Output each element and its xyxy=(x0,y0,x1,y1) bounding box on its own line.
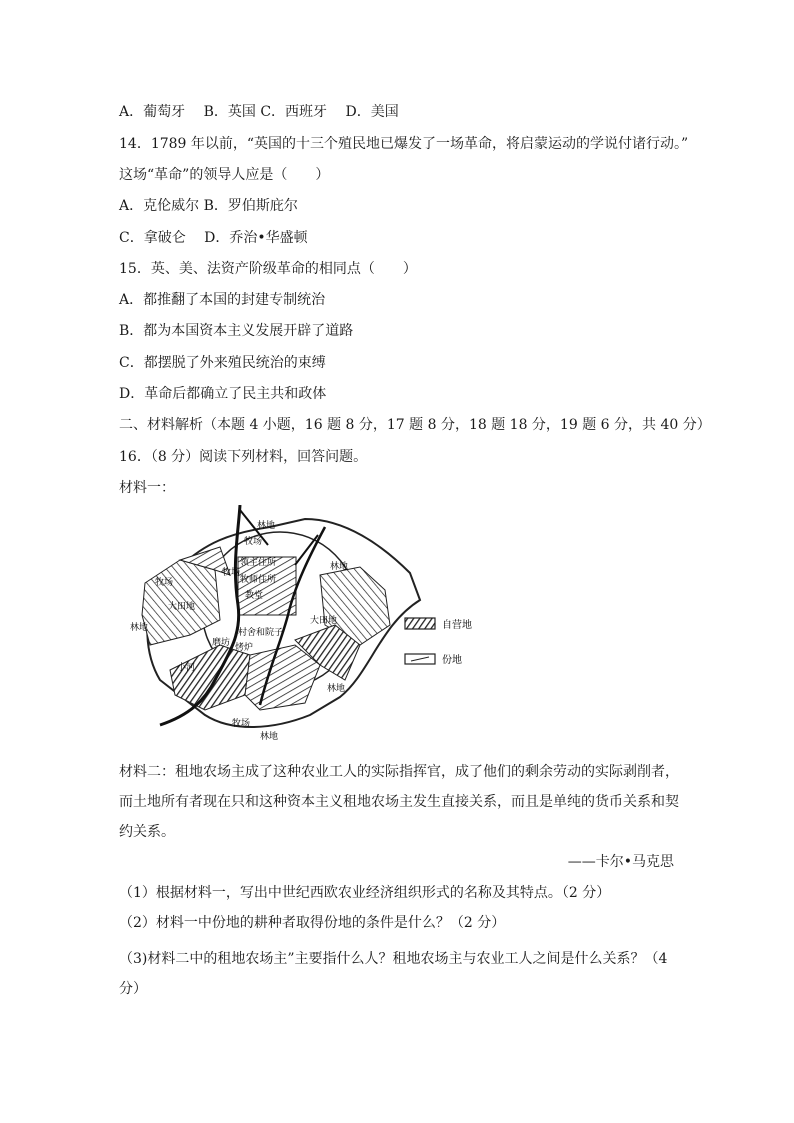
q15-option-a: A．都推翻了本国的封建专制统治 xyxy=(119,292,326,308)
label-forest-top: 林地 xyxy=(257,521,276,531)
subquestion-2: （2）材料一中份地的耕种者取得份地的条件是什么？（2 分） xyxy=(119,915,506,931)
label-pasture-mid: 牧场 xyxy=(222,568,241,578)
q15-option-b: B．都为本国资本主义发展开辟了道路 xyxy=(119,323,354,339)
legend-tenancy-label: 份地 xyxy=(442,655,462,666)
q14-option-c: C．拿破仑 xyxy=(119,230,186,246)
q13-option-c: C．西班牙 xyxy=(260,104,328,120)
legend-demesne-swatch xyxy=(405,618,435,629)
q15-option-c: C．都摆脱了外来殖民统治的束缚 xyxy=(119,355,326,371)
q16-stem: 16．（8 分）阅读下列材料，回答问题。 xyxy=(119,449,368,465)
q14-options-row2 xyxy=(119,229,308,247)
label-farmland-left: 大田地 xyxy=(168,602,196,612)
label-oven: 烤炉 xyxy=(235,643,254,653)
label-pasture-top: 牧场 xyxy=(244,537,263,547)
label-steward-residence: 牧师住所 xyxy=(240,575,277,585)
label-pasture-bottom: 牧场 xyxy=(232,719,251,729)
q13-options xyxy=(119,103,399,121)
field-bottom-left xyxy=(170,645,250,710)
subquestion-1: （1）根据材料一，写出中世纪西欧农业经济组织形式的名称及其特点。（2 分） xyxy=(119,885,611,901)
q14-option-d: D．乔治•华盛顿 xyxy=(204,230,308,246)
label-farmland-right: 大田地 xyxy=(310,616,338,626)
q14-stem-line2: 这场“革命”的领导人应是（ ） xyxy=(119,167,330,183)
label-pasture-left: 牧场 xyxy=(155,578,174,588)
label-small-river: 小河 xyxy=(177,663,196,673)
label-forest-left: 林地 xyxy=(130,623,149,633)
q13-option-a: A．葡萄牙 xyxy=(119,104,186,120)
q15-stem: 15．英、美、法资产阶级革命的相同点（ ） xyxy=(119,261,417,277)
label-forest-bottom-right: 林地 xyxy=(327,684,346,694)
manor-map xyxy=(120,505,500,745)
label-village: 村舍和院子 xyxy=(238,628,284,638)
q14-option-a: A．克伦威尔 xyxy=(119,198,200,214)
material2-text: 材料二：租地农场主成了这种农业工人的实际指挥官，成了他们的剩余劳动的实际剥削者，而土地所有者现在只和这种资本主义租地农场主发生直接关系，而且是单纯的货币关系和契约关系。 xyxy=(119,764,679,840)
q14-option-b: B．罗伯斯庇尔 xyxy=(203,198,298,214)
q14-stem-line1: 14．1789 年以前，“英国的十三个殖民地已爆发了一场革命，将启蒙运动的学说付诸行动。” xyxy=(119,136,689,152)
q14-options-row1 xyxy=(119,197,298,215)
material1-label: 材料一： xyxy=(119,480,175,496)
material2-attribution: ——卡尔•马克思 xyxy=(567,854,674,870)
legend-demesne-label: 自营地 xyxy=(442,620,472,631)
q13-option-b: B．英国 xyxy=(203,104,256,120)
q13-option-d: D．美国 xyxy=(345,104,399,120)
section-heading: 二、材料解析（本题 4 小题，16 题 8 分，17 题 8 分，18 题 18 分，19 题 6 分，共 40 分） xyxy=(119,417,711,433)
label-mill: 磨坊 xyxy=(212,638,231,648)
label-lord-residence: 领主住所 xyxy=(240,558,277,568)
q15-option-d: D．革命后都确立了民主共和政体 xyxy=(119,386,327,402)
label-forest-bottom: 林地 xyxy=(260,732,279,742)
subquestion-3: （3)材料二中的租地农场主”主要指什么人？租地农场主与农业工人之间是什么关系？（4 分） xyxy=(119,951,668,997)
label-forest-right: 林地 xyxy=(330,562,349,572)
label-church: 教堂 xyxy=(245,591,264,601)
